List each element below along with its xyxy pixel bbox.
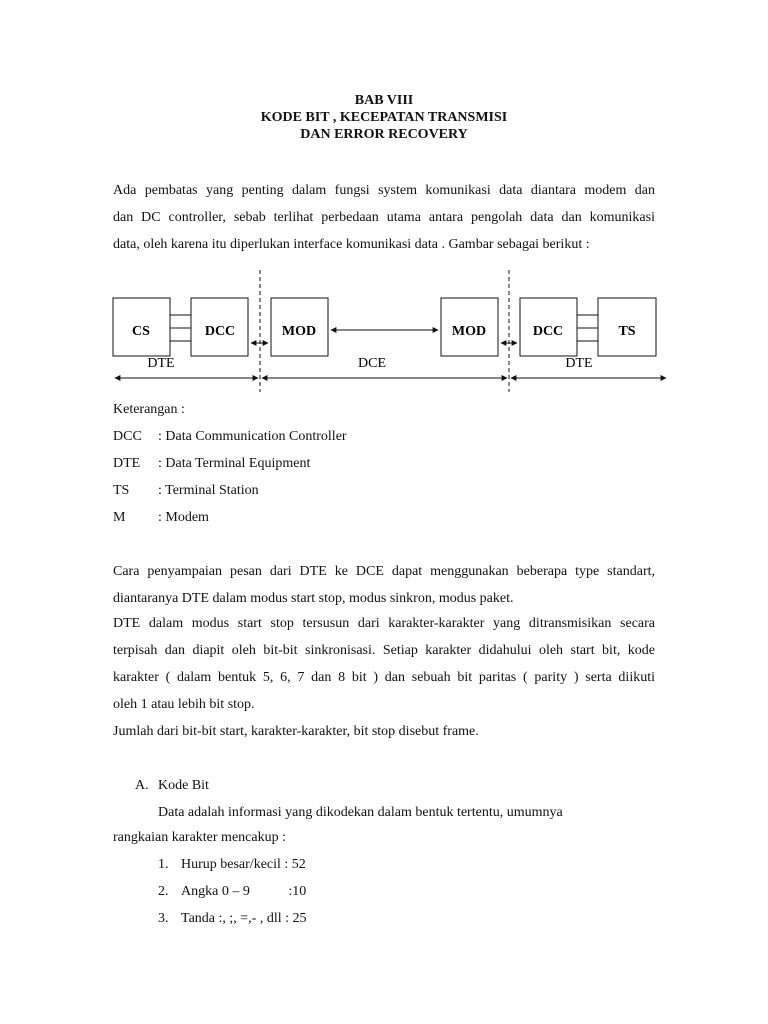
- chapter-title: KODE BIT , KECEPATAN TRANSMISI: [260, 110, 508, 125]
- list-number: 3.: [158, 911, 169, 926]
- section-a-para-line-2: rangkaian karakter mencakup :: [113, 830, 286, 845]
- dte-dce-diagram: [0, 0, 768, 400]
- body-line-3: DTE dalam modus start stop tersusun dari karakter-karakter yang ditransmisikan secara: [113, 616, 655, 631]
- mod-left-label: MOD: [281, 324, 317, 339]
- legend-definition: : Data Communication Controller: [158, 429, 347, 444]
- dte-left-label: DTE: [147, 356, 175, 371]
- list-item: Angka 0 – 9 :10: [181, 884, 307, 899]
- list-item: Tanda :, ;, =,- , dll : 25: [181, 911, 307, 926]
- body-line-2: diantaranya DTE dalam modus start stop, modus sinkron, modus paket.: [113, 591, 514, 606]
- ts-label: TS: [618, 324, 636, 339]
- list-item: Hurup besar/kecil : 52: [181, 857, 306, 872]
- dcc-right-label: DCC: [532, 324, 564, 339]
- legend-term: DCC: [113, 429, 142, 444]
- list-number: 2.: [158, 884, 169, 899]
- legend-title: Keterangan :: [113, 402, 185, 417]
- legend-definition: : Data Terminal Equipment: [158, 456, 311, 471]
- chapter-number: BAB VIII: [354, 93, 414, 108]
- body-line-7: Jumlah dari bit-bit start, karakter-karakter, bit stop disebut frame.: [113, 724, 479, 739]
- section-a-title: Kode Bit: [158, 778, 209, 793]
- legend-term: DTE: [113, 456, 141, 471]
- list-number: 1.: [158, 857, 169, 872]
- body-line-5: karakter ( dalam bentuk 5, 6, 7 dan 8 bit ) dan sebuah bit paritas ( parity ) serta diikuti: [113, 670, 655, 685]
- legend-term: M: [113, 510, 126, 525]
- intro-line-3: data, oleh karena itu diperlukan interface komunikasi data . Gambar sebagai berikut :: [113, 237, 590, 252]
- cs-label: CS: [132, 324, 150, 339]
- intro-line-2: dan DC controller, sebab terlihat perbedaan utama antara pengolah data dan komunikasi: [113, 210, 655, 225]
- legend-definition: : Modem: [158, 510, 209, 525]
- dce-label: DCE: [358, 356, 386, 371]
- body-line-1: Cara penyampaian pesan dari DTE ke DCE dapat menggunakan beberapa type standart,: [113, 564, 655, 579]
- legend-term: TS: [113, 483, 130, 498]
- mod-right-label: MOD: [451, 324, 487, 339]
- legend-definition: : Terminal Station: [158, 483, 259, 498]
- chapter-subtitle: DAN ERROR RECOVERY: [300, 127, 468, 142]
- dte-right-label: DTE: [565, 356, 593, 371]
- body-line-6: oleh 1 atau lebih bit stop.: [113, 697, 255, 712]
- section-a-marker: A.: [135, 778, 149, 793]
- body-line-4: terpisah dan diapit oleh bit-bit sinkronisasi. Setiap karakter didahului oleh start bit, kode: [113, 643, 655, 658]
- dcc-left-label: DCC: [204, 324, 236, 339]
- intro-line-1: Ada pembatas yang penting dalam fungsi system komunikasi data diantara modem dan: [113, 183, 655, 198]
- section-a-para-line-1: Data adalah informasi yang dikodekan dalam bentuk tertentu, umumnya: [158, 805, 563, 820]
